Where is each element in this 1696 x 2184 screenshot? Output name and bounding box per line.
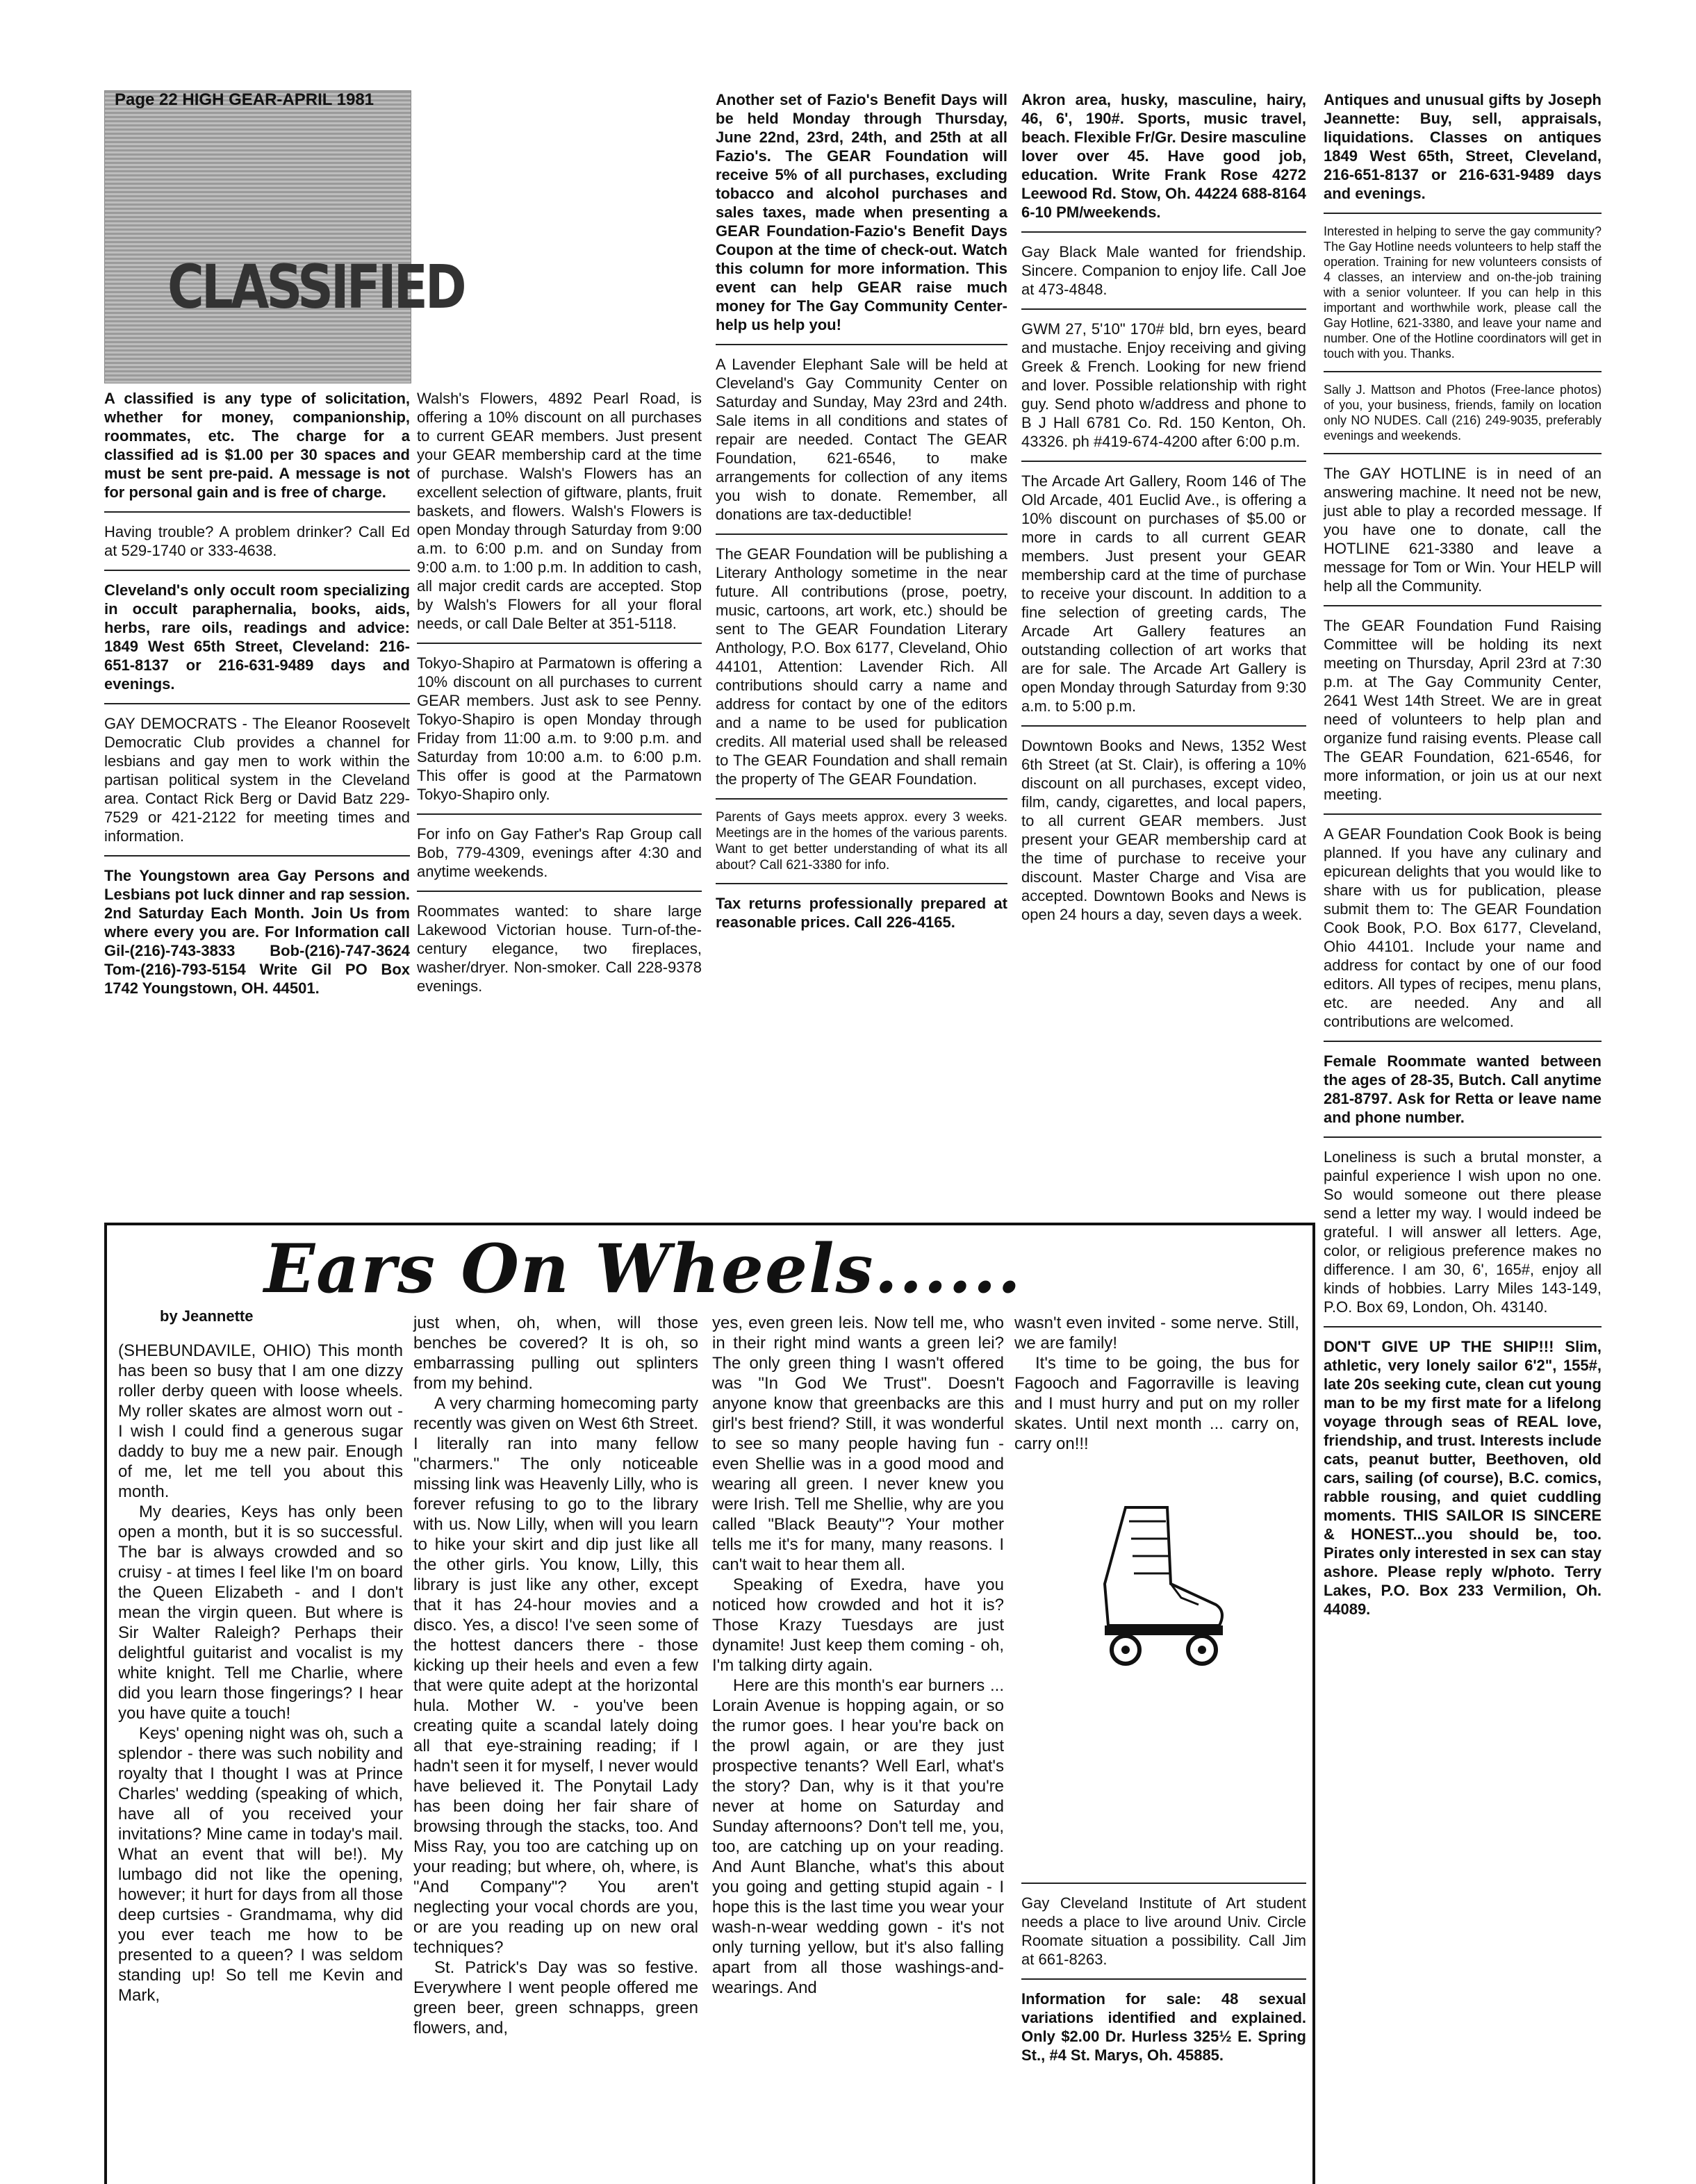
story-paragraph: Speaking of Exedra, have you noticed how crowded and hot it is? Those Krazy Tuesdays are just dynamite! Just keep them coming - oh, I'm talking dirty again. <box>712 1575 1004 1675</box>
divider <box>1324 371 1602 372</box>
story-column-2 <box>413 1313 698 2038</box>
ad-col2-1: Walsh's Flowers, 4892 Pearl Road, is offering a 10% discount on all purchases to current GEAR members. Just present your GEAR membership card at the time of purchase. Walsh's Flowers has an excellent selection of giftware, plants, fruit baskets, and flowers. Walsh's Flowers is open Monday through Saturday from 9:00 a.m. to 6:00 p.m. and on Sunday from 9:00 a.m. to 1:00 p.m. In addition to cash, all major credit cards are accepted. Stop by Walsh's Flowers for all your floral needs, or call Dale Belter at 351-5118. <box>417 390 702 632</box>
ad-col5-2: Interested in helping to serve the gay community? The Gay Hotline needs volunteers to help staff the operation. Training for new volunteers consists of 4 classes, an interview and on-the-job training with a senior volunteer. If you can help in this important and worthwhile work, please call the Gay Hotline, 621-3380, and leave your name and number. One of the Hotline coordinators will get in touch with you. Thanks. <box>1324 224 1602 361</box>
story-paragraph: wasn't even invited - some nerve. Still, we are family! <box>1014 1314 1299 1352</box>
story-paragraph: Here are this month's ear burners ... Lorain Avenue is hopping again, or so the rumor goes. I hear you're back on the prowl again, or are they just prospective tenants? Well Earl, what's the story? Dan, why is it that you're never at home on Saturday and Sunday afternoons? Don't tell me, you, too, are catching up on your reading. And Aunt Blanche, what's this about you going and getting stupid again - I hope this is the last time you wear your wash-n-wear wedding gown - it's not only turning yellow, but it's also falling apart from all those washings-and-wearings. And <box>712 1676 1004 1997</box>
divider <box>1021 308 1306 310</box>
ad-col4-4: The Arcade Art Gallery, Room 146 of The Old Arcade, 401 Euclid Ave., is offering a 10% discount on purchases of $5.00 or more in cards to all current GEAR members. Just present your GEAR membership card at the time of purchase to receive your discount. In addition to a fine selection of greeting cards, The Arcade Art Gallery features an outstanding collection of art works that are for sale. The Arcade Art Gallery is open Monday through Saturday from 9:30 a.m. to 5:00 p.m. <box>1021 472 1306 715</box>
story-paragraph: A very charming homecoming party recently was given on West 6th Street. I literally ran into many fellow "charmers." The only noticeable missing link was Heavenly Lilly, who is forever refusing to go to the library with us. Now Lilly, when will you learn to hike your skirt and dip just like all the other girls. You know, Lilly, this library is just like any other, except that it has 24-hour movies and a disco. Yes, a disco! I've seen some of the hottest dancers there - those kicking up their heels and even a few that were quite adept at the horizontal hula. Mother W. - you've been creating quite a scandal lately doing all that eye-straining reading; if I hadn't seen it for myself, I never would have believed it. The Ponytail Lady has been doing her fair share of browsing through the stacks, too. And Miss Ray, you too are catching up on your reading; but where, oh, where, is "And Company"? You aren't neglecting your vocal chords are you, or are you reading up on new oral techniques? <box>413 1394 698 1957</box>
ad-col2-2: Tokyo-Shapiro at Parmatown is offering a 10% discount on all purchases to current GEAR members. Just ask to see Penny. Tokyo-Shapiro is open Monday through Friday from 11:00 a.m. to 9:00 p.m. and Saturday from 10:00 a.m. to 6:00 p.m. This offer is good at the Parmatown Tokyo-Shapiro only. <box>417 654 702 803</box>
ad-col3-5: Tax returns professionally prepared at reasonable prices. Call 226-4165. <box>716 895 1007 931</box>
ad-col5-4: The GAY HOTLINE is in need of an answering machine. It need not be new, just able to play a recorded message. If you have one to donate, call the HOTLINE 621-3380 and leave a message for Tom or Win. Your HELP will help all the Community. <box>1324 465 1602 595</box>
ad-col4-3: GWM 27, 5'10" 170# bld, brn eyes, beard and mustache. Enjoy receiving and giving Greek & French. Looking for new friend and lover. Possible relationship with right guy. Send photo w/address and phone to B J Hall 6781 Co. Rd. 150 Kenton, Oh. 43326. ph #419-674-4200 after 6:00 p.m. <box>1021 320 1306 450</box>
divider <box>1324 213 1602 214</box>
ad-col4-1: Akron area, husky, masculine, hairy, 46, 6', 190#. Sports, music travel, beach. Flexible Fr/Gr. Desire masculine lover over 45. Have good job, education. Write Frank Rose 4272 Leewood Rd. Stow, Oh. 44224 688-8164 6-10 PM/weekends. <box>1021 91 1306 221</box>
ad-col5-9: DON'T GIVE UP THE SHIP!!! Slim, athletic, very lonely sailor 6'2", 155#, late 20s seeking cute, clean cut young man to be my first mate for a lifelong voyage through seas of REAL love, friendship, and trust. Interests include cats, peanut butter, Beethoven, old cars, sailing (of course), B.C. comics, rabble rousing, and quiet cuddling moments. THIS SAILOR IS SINCERE & HONEST...you should be, too. Pirates only interested in sex can stay ashore. Please reply w/photo. Terry Lakes, P.O. Box 233 Vermilion, Oh. 44089. <box>1324 1338 1602 1618</box>
boxed-ads <box>1021 1876 1306 2074</box>
column-2 <box>417 389 702 1005</box>
divider <box>417 643 702 644</box>
divider <box>716 533 1007 535</box>
divider <box>104 703 410 704</box>
divider <box>104 855 410 857</box>
story-paragraph: just when, oh, when, will those benches be covered? It is oh, so embarrassing pulling out splinters from my behind. <box>413 1314 698 1393</box>
divider <box>104 570 410 571</box>
column-1 <box>104 389 410 1007</box>
divider <box>1324 605 1602 606</box>
story-paragraph: yes, even green leis. Now tell me, who in their right mind wants a green lei? The only green thing I wasn't offered was "In God We Trust". Doesn't anyone know that greenbacks are this girl's best friend? Still, it was wonderful to see so many people having fun - even Shellie was in a good mood and wearing all green. I never knew you were Irish. Tell me Shellie, why are you called "Black Beauty"? Your mother tells me it's for many, many reasons. I can't wait to hear them all. <box>712 1314 1004 1574</box>
column-4 <box>1021 90 1306 934</box>
boxed-ad-2: Information for sale: 48 sexual variations identified and explained. Only $2.00 Dr. Hurless 325½ E. Spring St., #4 St. Marys, Oh. 45885. <box>1021 1990 1306 2064</box>
divider <box>716 798 1007 800</box>
divider <box>1021 231 1306 233</box>
story-paragraph: (SHEBUNDAVILE, OHIO) This month has been so busy that I am one dizzy roller derby queen with loose wheels. My roller skates are almost worn out - I wish I could find a generous sugar daddy to buy me a new pair. Enough of me, let me tell you about this month. <box>118 1341 403 1501</box>
page-label: Page 22 HIGH GEAR-APRIL 1981 <box>115 90 374 109</box>
ad-col5-7: Female Roommate wanted between the ages of 28-35, Butch. Call anytime 281-8797. Ask for Retta or leave name and phone number. <box>1324 1052 1602 1126</box>
story-column-1 <box>118 1341 403 2005</box>
ad-col1-4: The Youngstown area Gay Persons and Lesbians pot luck dinner and rap session. 2nd Saturday Each Month. Join Us from where every you are. For Information call Gil-(216)-743-3833 Bob-(216)-747-3624 Tom-(216)-793-5154 Write Gil PO Box 1742 Youngstown, OH. 44501. <box>104 867 410 997</box>
ad-col4-5: Downtown Books and News, 1352 West 6th Street (at St. Clair), is offering a 10% discount on all purchases, except video, film, candy, cigarettes, and local papers, to all current GEAR members. Just present your GEAR membership card at the time of purchase to receive your discount. Master Charge and Visa are accepted. Downtown Books and News is open 24 hours a day, seven days a week. <box>1021 737 1306 923</box>
ad-col4-2: Gay Black Male wanted for friendship. Sincere. Companion to enjoy life. Call Joe at 473-4848. <box>1021 243 1306 298</box>
story-column-3 <box>712 1313 1004 1998</box>
ad-col2-4: Roommates wanted: to share large Lakewood Victorian house. Turn-of-the-century elegance, two fireplaces, washer/dryer. Non-smoker. Call 228-9378 evenings. <box>417 902 702 995</box>
story-paragraph: Keys' opening night was oh, such a splendor - there was such nobility and royalty that I thought I was at Prince Charles' wedding (speaking of which, have all of you received your invitations? Mine came in today's mail. What an event that will be!). My lumbago did not like the opening, however; it hurt for days from all those deep curtsies - Grandmama, why did you ever teach me how to be presented to a queen? I was seldom standing up! So tell me Kevin and Mark, <box>118 1724 403 2005</box>
ad-col5-1: Antiques and unusual gifts by Joseph Jeannette: Buy, sell, appraisals, liquidations. Classes on antiques 1849 West 65th, Street, Cleveland, 216-651-8137 or 216-631-9489 days and evenings. <box>1324 91 1602 202</box>
divider <box>1021 725 1306 727</box>
story-paragraph: St. Patrick's Day was so festive. Everywhere I went people offered me green beer, green schnapps, green flowers, and, <box>413 1958 698 2037</box>
ad-col5-8: Loneliness is such a brutal monster, a painful experience I wish upon no one. So would someone out there please send a letter my way. I would indeed be grateful. I will answer all letters. Age, color, or religious preference makes no difference. I am 30, 6', 165#, enjoy all kinds of hobbies. Larry Miles 143-149, P.O. Box 69, London, Oh. 43140. <box>1324 1148 1602 1316</box>
column-5 <box>1324 90 1602 1628</box>
ad-col3-2: A Lavender Elephant Sale will be held at Cleveland's Gay Community Center on Saturday and Sunday, May 23rd and 24th. Sale items in all conditions and states of repair are needed. Contact The GEAR Foundation, 621-6546, to make arrangements for collection of any items you wish to donate. Remember, all donations are tax-deductible! <box>716 356 1007 523</box>
divider <box>104 511 410 513</box>
boxed-ad-1: Gay Cleveland Institute of Art student needs a place to live around Univ. Circle Roomate situation a possibility. Call Jim at 661-8263. <box>1021 1894 1306 1968</box>
divider <box>716 883 1007 884</box>
divider <box>1021 461 1306 462</box>
divider <box>1324 1136 1602 1138</box>
divider <box>1021 1883 1306 1884</box>
divider <box>1324 813 1602 815</box>
divider <box>716 344 1007 345</box>
story-byline: by Jeannette <box>160 1307 254 1325</box>
ad-col5-3: Sally J. Mattson and Photos (Free-lance photos) of you, your business, friends, family on location only NO NUDES. Call (216) 249-9035, preferably evenings and weekends. <box>1324 383 1602 442</box>
divider <box>417 813 702 815</box>
ad-col3-1: Another set of Fazio's Benefit Days will be held Monday through Thursday, June 22nd, 23rd, 24th, and 25th at all Fazio's. The GEAR Foundation will receive 5% of all purchases, excluding tobacco and alcohol purchases and sales taxes, made when presenting a GEAR Foundation-Fazio's Benefit Days Coupon at the time of check-out. Watch this column for more information. This event can help GEAR raise much money for The Gay Community Center-help us help you! <box>716 91 1007 333</box>
story-paragraph: My dearies, Keys has only been open a month, but it is so successful. The bar is always crowded and so cruisy - at times I feel like I'm on board the Queen Elizabeth - and I don't mean the virgin queen. But where is Sir Walter Raleigh? Perhaps their delightful guitarist and vocalist is my white knight. Tell me Charlie, where did you learn those fingerings? I hear you have quite a touch! <box>118 1503 403 1723</box>
ad-col3-3: The GEAR Foundation will be publishing a Literary Anthology sometime in the near future. All contributions (prose, poetry, music, cartoons, art work, etc.) should be sent to The GEAR Foundation Literary Anthology, P.O. Box 6177, Cleveland, Ohio 44101, Attention: Lavender Rich. All contributions should carry a name and address for contact by one of the editors and a name to be used for publication credits. All material used shall be released to The GEAR Foundation and shall remain the property of The GEAR Foundation. <box>716 545 1007 788</box>
column-3 <box>716 90 1007 941</box>
divider <box>417 891 702 892</box>
divider <box>1324 1041 1602 1042</box>
ad-col3-4: Parents of Gays meets approx. every 3 weeks. Meetings are in the homes of the various parents. Want to get better understanding of what its all about? Call 621-3380 for info. <box>716 810 1007 872</box>
ad-col1-3: GAY DEMOCRATS - The Eleanor Roosevelt Democratic Club provides a channel for lesbians and gay men to work within the partisan political system in the Cleveland area. Contact Rick Berg or David Batz 229-7529 or 421-2122 for meeting times and information. <box>104 715 410 845</box>
classified-word: CLASSIFIED <box>167 251 464 322</box>
story-paragraph: It's time to be going, the bus for Fagooch and Fagorraville is leaving and I must hurry and put on my roller skates. Until next month ... carry on, carry on!!! <box>1014 1354 1299 1453</box>
story-column-4 <box>1014 1313 1299 1454</box>
divider <box>1324 453 1602 454</box>
divider <box>1021 1978 1306 1980</box>
divider <box>1324 1326 1602 1327</box>
ad-col5-5: The GEAR Foundation Fund Raising Committee will be holding its next meeting on Thursday, April 23rd at 7:30 p.m. at The Gay Community Center, 2641 West 14th Street. We are in great need of volunteers to help plan and organize fund raising events. Please call The GEAR Foundation, 621-6546, for more information, or join us at our next meeting. <box>1324 617 1602 803</box>
ad-col1-1: Having trouble? A problem drinker? Call Ed at 529-1740 or 333-4638. <box>104 523 410 559</box>
story-title: Ears On Wheels...... <box>264 1230 1023 1308</box>
roller-skate-icon <box>1077 1500 1230 1667</box>
ad-col2-3: For info on Gay Father's Rap Group call Bob, 779-4309, evenings after 4:30 and anytime weekends. <box>417 825 702 880</box>
classified-header-image <box>104 90 464 383</box>
ad-col1-2: Cleveland's only occult room specializing in occult paraphernalia, books, aids, herbs, rare oils, readings and advice: 1849 West 65th Street, Cleveland: 216-651-8137 or 216-631-9489 days and evenings. <box>104 581 410 693</box>
classified-note: A classified is any type of solicitation, whether for money, companionship, roommates, etc. The charge for a classified ad is $1.00 per 30 spaces and must be sent pre-paid. A message is not for personal gain and is free of charge. <box>104 390 410 501</box>
ad-col5-6: A GEAR Foundation Cook Book is being planned. If you have any culinary and epicurean delights that you would like to share with us for publication, please submit them to: The GEAR Foundation Cook Book, P.O. Box 6177, Cleveland, Ohio 44101. Include your name and address for contact by one of our food editors. All types of recipes, menu plans, etc. are needed. Any and all contributions are welcomed. <box>1324 825 1602 1030</box>
